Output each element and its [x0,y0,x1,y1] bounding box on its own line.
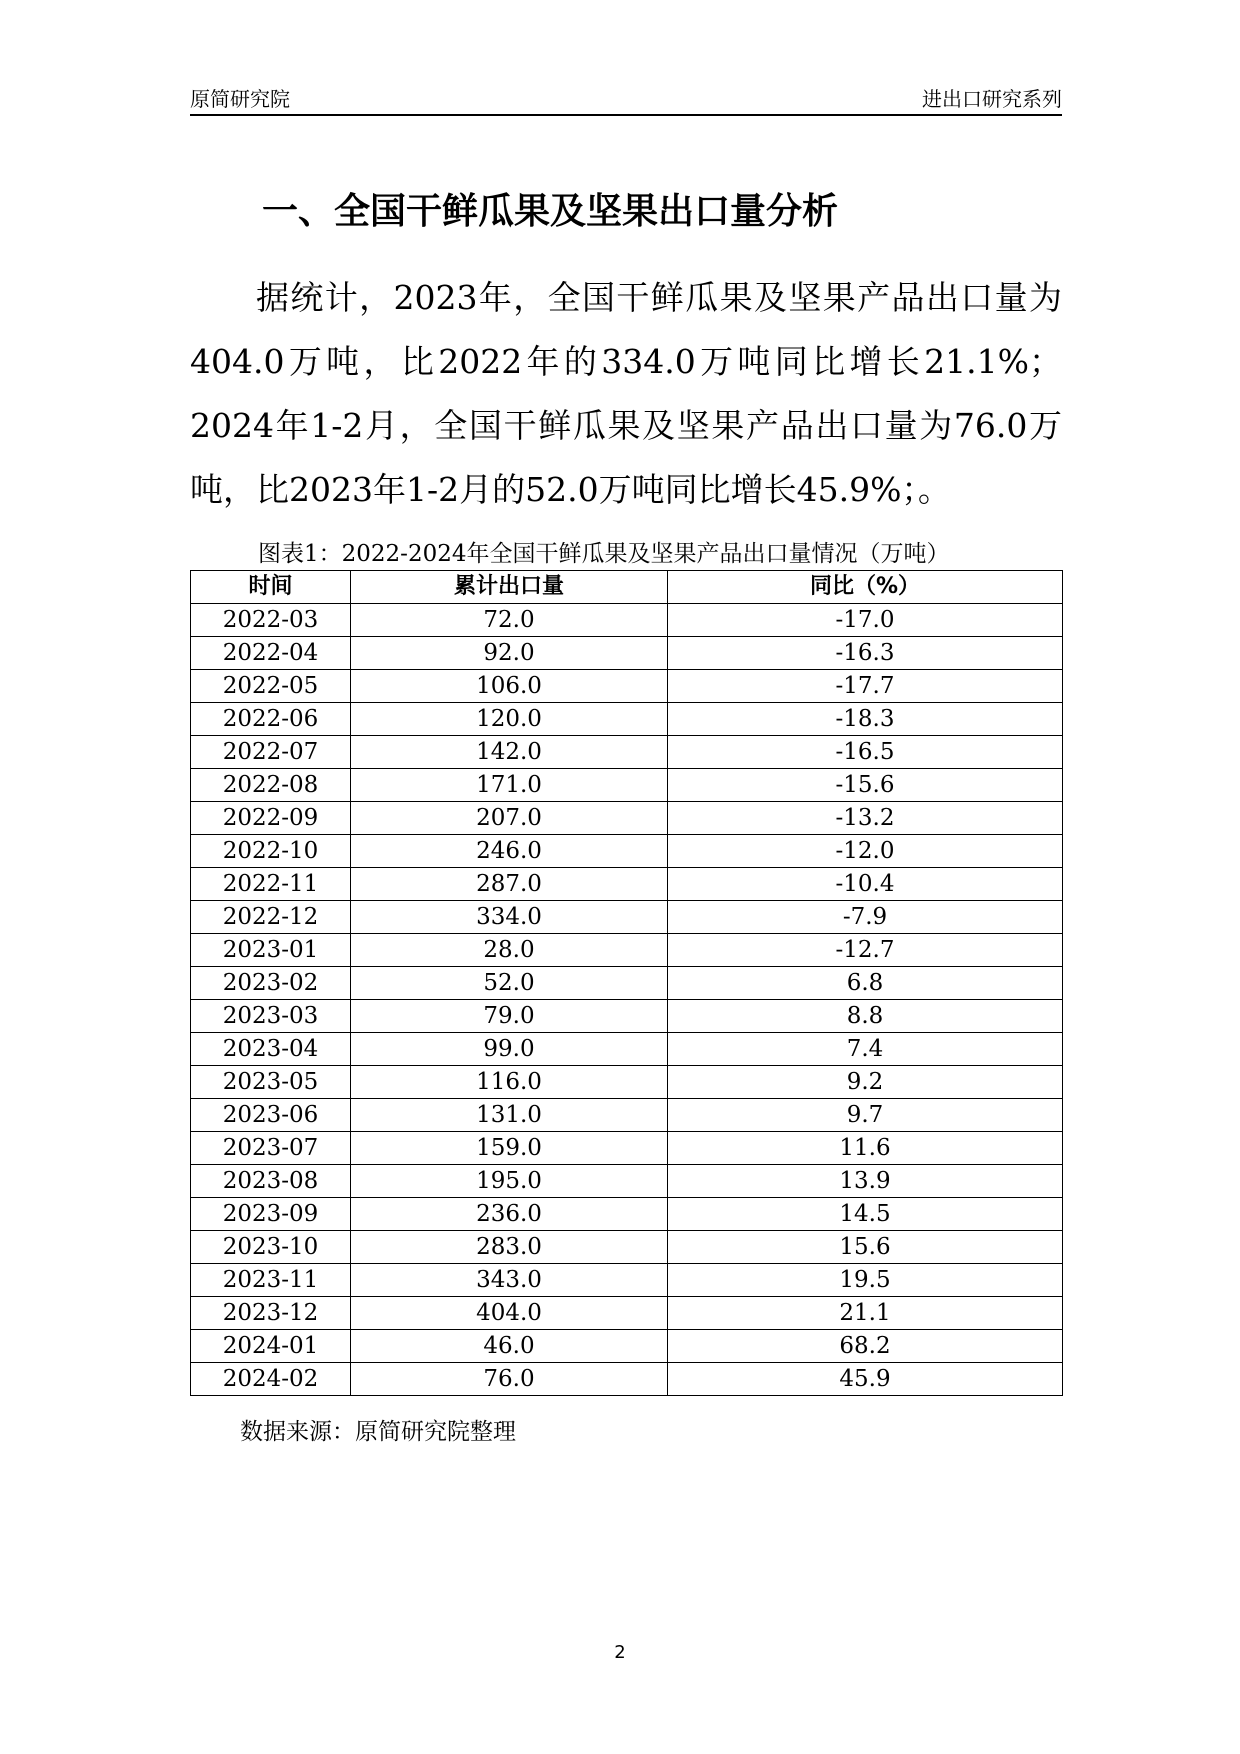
cell-yoy: 21.1 [668,1297,1063,1330]
cell-yoy: 9.2 [668,1066,1063,1099]
cell-cumulative-export: 131.0 [351,1099,668,1132]
cell-cumulative-export: 46.0 [351,1330,668,1363]
table-row [191,1330,1063,1363]
table-row [191,967,1063,1000]
cell-yoy: -12.7 [668,934,1063,967]
export-volume-table [190,570,1063,1396]
cell-cumulative-export: 246.0 [351,835,668,868]
table-row [191,934,1063,967]
cell-yoy: 11.6 [668,1132,1063,1165]
cell-yoy: -10.4 [668,868,1063,901]
cell-time: 2023-09 [191,1198,351,1231]
cell-cumulative-export: 334.0 [351,901,668,934]
cell-yoy: 7.4 [668,1033,1063,1066]
cell-cumulative-export: 72.0 [351,604,668,637]
cell-cumulative-export: 76.0 [351,1363,668,1396]
cell-yoy: -17.7 [668,670,1063,703]
cell-cumulative-export: 52.0 [351,967,668,1000]
cell-cumulative-export: 195.0 [351,1165,668,1198]
cell-yoy: -15.6 [668,769,1063,802]
page-number: 2 [614,1642,626,1663]
column-header-time: 时间 [191,571,351,604]
cell-yoy: 9.7 [668,1099,1063,1132]
table-row [191,1033,1063,1066]
cell-time: 2023-11 [191,1264,351,1297]
table-row [191,1297,1063,1330]
column-header-yoy: 同比（%） [668,571,1063,604]
table-row [191,1099,1063,1132]
table-row [191,868,1063,901]
cell-cumulative-export: 159.0 [351,1132,668,1165]
cell-time: 2023-07 [191,1132,351,1165]
cell-cumulative-export: 207.0 [351,802,668,835]
cell-cumulative-export: 116.0 [351,1066,668,1099]
cell-time: 2023-05 [191,1066,351,1099]
cell-time: 2022-04 [191,637,351,670]
cell-cumulative-export: 99.0 [351,1033,668,1066]
cell-cumulative-export: 283.0 [351,1231,668,1264]
table-row [191,1264,1063,1297]
cell-yoy: -16.5 [668,736,1063,769]
page-header [190,88,1062,116]
cell-time: 2023-01 [191,934,351,967]
table-row [191,901,1063,934]
cell-time: 2024-02 [191,1363,351,1396]
cell-yoy: 15.6 [668,1231,1063,1264]
cell-time: 2022-07 [191,736,351,769]
header-series-name: 进出口研究系列 [922,87,1062,111]
cell-cumulative-export: 236.0 [351,1198,668,1231]
cell-yoy: 68.2 [668,1330,1063,1363]
cell-cumulative-export: 343.0 [351,1264,668,1297]
table-row [191,1000,1063,1033]
cell-time: 2022-10 [191,835,351,868]
table-row [191,1165,1063,1198]
table-caption: 图表1：2022-2024年全国干鲜瓜果及坚果产品出口量情况（万吨） [258,541,950,567]
cell-yoy: 19.5 [668,1264,1063,1297]
table-row [191,736,1063,769]
cell-cumulative-export: 79.0 [351,1000,668,1033]
table-row [191,604,1063,637]
cell-time: 2023-03 [191,1000,351,1033]
cell-cumulative-export: 142.0 [351,736,668,769]
table-row [191,1066,1063,1099]
table-row [191,835,1063,868]
cell-yoy: 45.9 [668,1363,1063,1396]
cell-yoy: 13.9 [668,1165,1063,1198]
cell-cumulative-export: 404.0 [351,1297,668,1330]
table-header-row [191,571,1063,604]
cell-yoy: -18.3 [668,703,1063,736]
cell-yoy: -13.2 [668,802,1063,835]
column-header-cumulative-export: 累计出口量 [351,571,668,604]
header-org-name: 原简研究院 [190,87,290,111]
table-row [191,769,1063,802]
cell-time: 2023-08 [191,1165,351,1198]
cell-time: 2024-01 [191,1330,351,1363]
table-row [191,1363,1063,1396]
cell-time: 2022-08 [191,769,351,802]
table-row [191,703,1063,736]
section-title: 一、全国干鲜瓜果及坚果出口量分析 [262,191,839,232]
cell-time: 2023-06 [191,1099,351,1132]
cell-time: 2022-11 [191,868,351,901]
cell-cumulative-export: 28.0 [351,934,668,967]
table-row [191,670,1063,703]
cell-yoy: -16.3 [668,637,1063,670]
cell-yoy: 8.8 [668,1000,1063,1033]
cell-time: 2022-05 [191,670,351,703]
table-body [191,604,1063,1396]
cell-time: 2023-10 [191,1231,351,1264]
table-row [191,1132,1063,1165]
cell-cumulative-export: 106.0 [351,670,668,703]
cell-cumulative-export: 287.0 [351,868,668,901]
summary-paragraph: 据统计，2023年，全国干鲜瓜果及坚果产品出口量为404.0万吨，比2022年的334.0万吨同比增长21.1%；2024年1-2月，全国干鲜瓜果及坚果产品出口量为76.0万吨，比2023年1-2月的52.0万吨同比增长45.9%；。 [190,278,1062,509]
table-row [191,802,1063,835]
cell-time: 2023-04 [191,1033,351,1066]
cell-cumulative-export: 171.0 [351,769,668,802]
cell-time: 2022-12 [191,901,351,934]
cell-cumulative-export: 92.0 [351,637,668,670]
cell-cumulative-export: 120.0 [351,703,668,736]
cell-yoy: 14.5 [668,1198,1063,1231]
cell-yoy: -17.0 [668,604,1063,637]
cell-time: 2022-03 [191,604,351,637]
data-source-note: 数据来源：原简研究院整理 [240,1419,516,1445]
cell-yoy: -7.9 [668,901,1063,934]
cell-time: 2023-02 [191,967,351,1000]
table-row [191,1198,1063,1231]
cell-time: 2023-12 [191,1297,351,1330]
cell-time: 2022-06 [191,703,351,736]
table-row [191,1231,1063,1264]
table-row [191,637,1063,670]
cell-yoy: 6.8 [668,967,1063,1000]
cell-time: 2022-09 [191,802,351,835]
cell-yoy: -12.0 [668,835,1063,868]
